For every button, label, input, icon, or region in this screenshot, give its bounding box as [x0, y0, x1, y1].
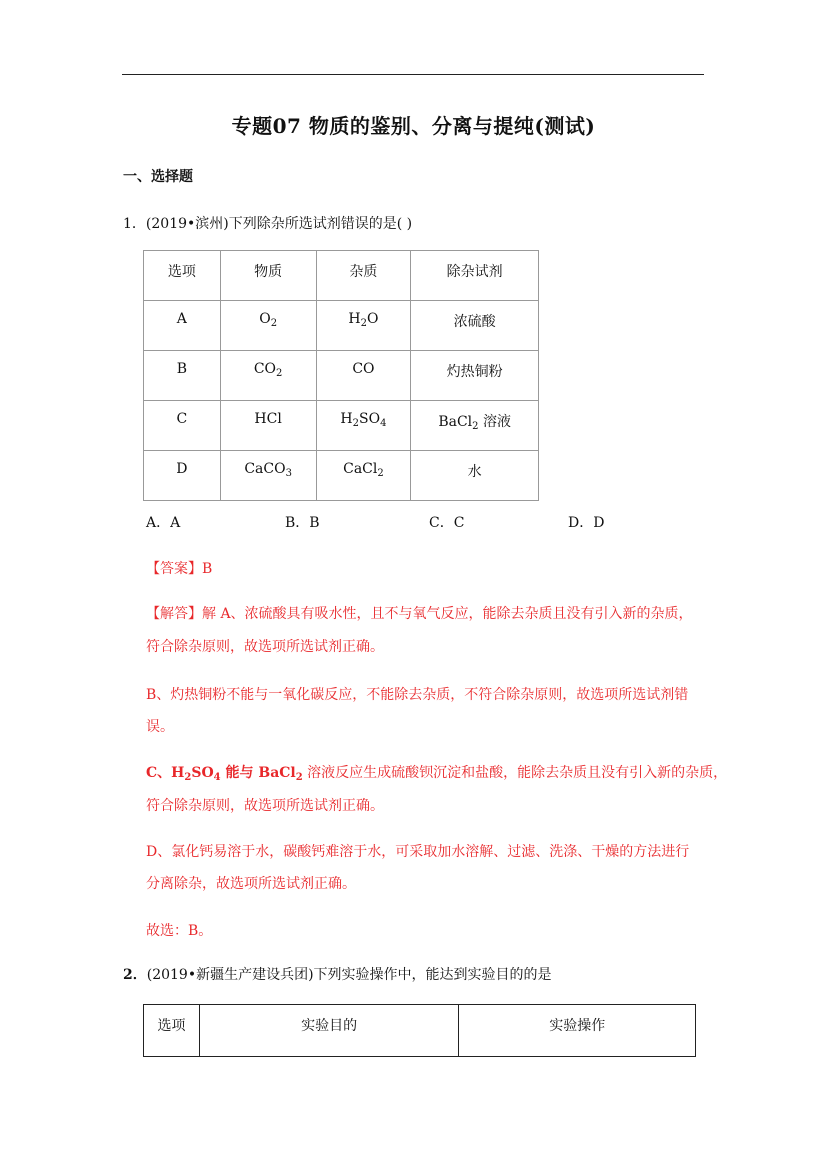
table-cell: 灼热铜粉	[411, 351, 539, 401]
choice-a: A．A	[146, 515, 181, 531]
table-cell: CO	[316, 351, 411, 401]
table-cell: $H_2SO_4$	[316, 401, 411, 451]
header-cell: 实验操作	[459, 1005, 696, 1057]
table-row	[144, 351, 539, 401]
table-header-row	[144, 251, 539, 301]
question-number: 2．	[123, 967, 147, 983]
header-cell: 实验目的	[199, 1005, 459, 1057]
table-cell: BaCl$_2$ 溶液	[411, 401, 539, 451]
analysis-b-line1: B、灼热铜粉不能与一氧化碳反应，不能除去杂质，不符合除杂原则，故选项所选试剂错	[146, 687, 689, 703]
analysis-a-line2: 符合除杂原则，故选项所选试剂正确。	[146, 639, 384, 655]
analysis-c-line1: C、$H_2SO_4$ 能与 BaCl$_2$ 溶液反应生成硫酸钡沉淀和盐酸，能除去杂质且没有引入新的杂质，	[146, 765, 728, 783]
header-cell: 物质	[220, 251, 316, 301]
table-row	[144, 401, 539, 451]
question-2-table	[143, 1004, 696, 1057]
table-cell: 水	[411, 451, 539, 501]
header-cell: 杂质	[316, 251, 411, 301]
table-cell: CaCl$_2$	[316, 451, 411, 501]
answer-line: 【答案】B	[146, 561, 213, 577]
analysis-b-line2: 误。	[146, 719, 174, 735]
header-cell: 选项	[144, 1005, 200, 1057]
question-1-table	[143, 250, 539, 501]
table-cell: 浓硫酸	[411, 301, 539, 351]
question-1	[123, 213, 412, 233]
table-cell: $O_2$	[220, 301, 316, 351]
analysis-d-line2: 分离除杂，故选项所选试剂正确。	[146, 876, 356, 892]
table-cell: CaCO$_3$	[220, 451, 316, 501]
table-cell: D	[144, 451, 221, 501]
table-cell: A	[144, 301, 221, 351]
question-text: (2019•新疆生产建设兵团)下列实验操作中，能达到实验目的的是	[146, 967, 552, 983]
table-row	[144, 301, 539, 351]
page-title: 专题07 物质的鉴别、分离与提纯(测试)	[231, 114, 596, 138]
choice-b: B．B	[285, 515, 320, 531]
choice-d: D．D	[568, 515, 605, 531]
table-header-row	[144, 1005, 696, 1057]
analysis-c-line2: 符合除杂原则，故选项所选试剂正确。	[146, 798, 384, 814]
section-heading: 一、选择题	[123, 169, 193, 185]
question-text: (2019•滨州)下列除杂所选试剂错误的是( )	[145, 216, 413, 232]
analysis-d-line1: D、氯化钙易溶于水，碳酸钙难溶于水，可采取加水溶解、过滤、洗涤、干燥的方法进行	[146, 844, 690, 860]
analysis-a-line1: 【解答】解 A、浓硫酸具有吸水性，且不与氧气反应，能除去杂质且没有引入新的杂质，	[146, 606, 693, 622]
question-2	[123, 964, 552, 984]
table-cell: $H_2O$	[316, 301, 411, 351]
table-cell: $CO_2$	[220, 351, 316, 401]
choice-c: C．C	[429, 515, 465, 531]
question-number: 1．	[123, 216, 146, 232]
table-row	[144, 451, 539, 501]
table-cell: HCl	[220, 401, 316, 451]
header-rule	[122, 74, 704, 75]
header-cell: 除杂试剂	[411, 251, 539, 301]
table-cell: B	[144, 351, 221, 401]
table-cell: C	[144, 401, 221, 451]
header-cell: 选项	[144, 251, 221, 301]
conclusion: 故选：B。	[146, 923, 213, 939]
